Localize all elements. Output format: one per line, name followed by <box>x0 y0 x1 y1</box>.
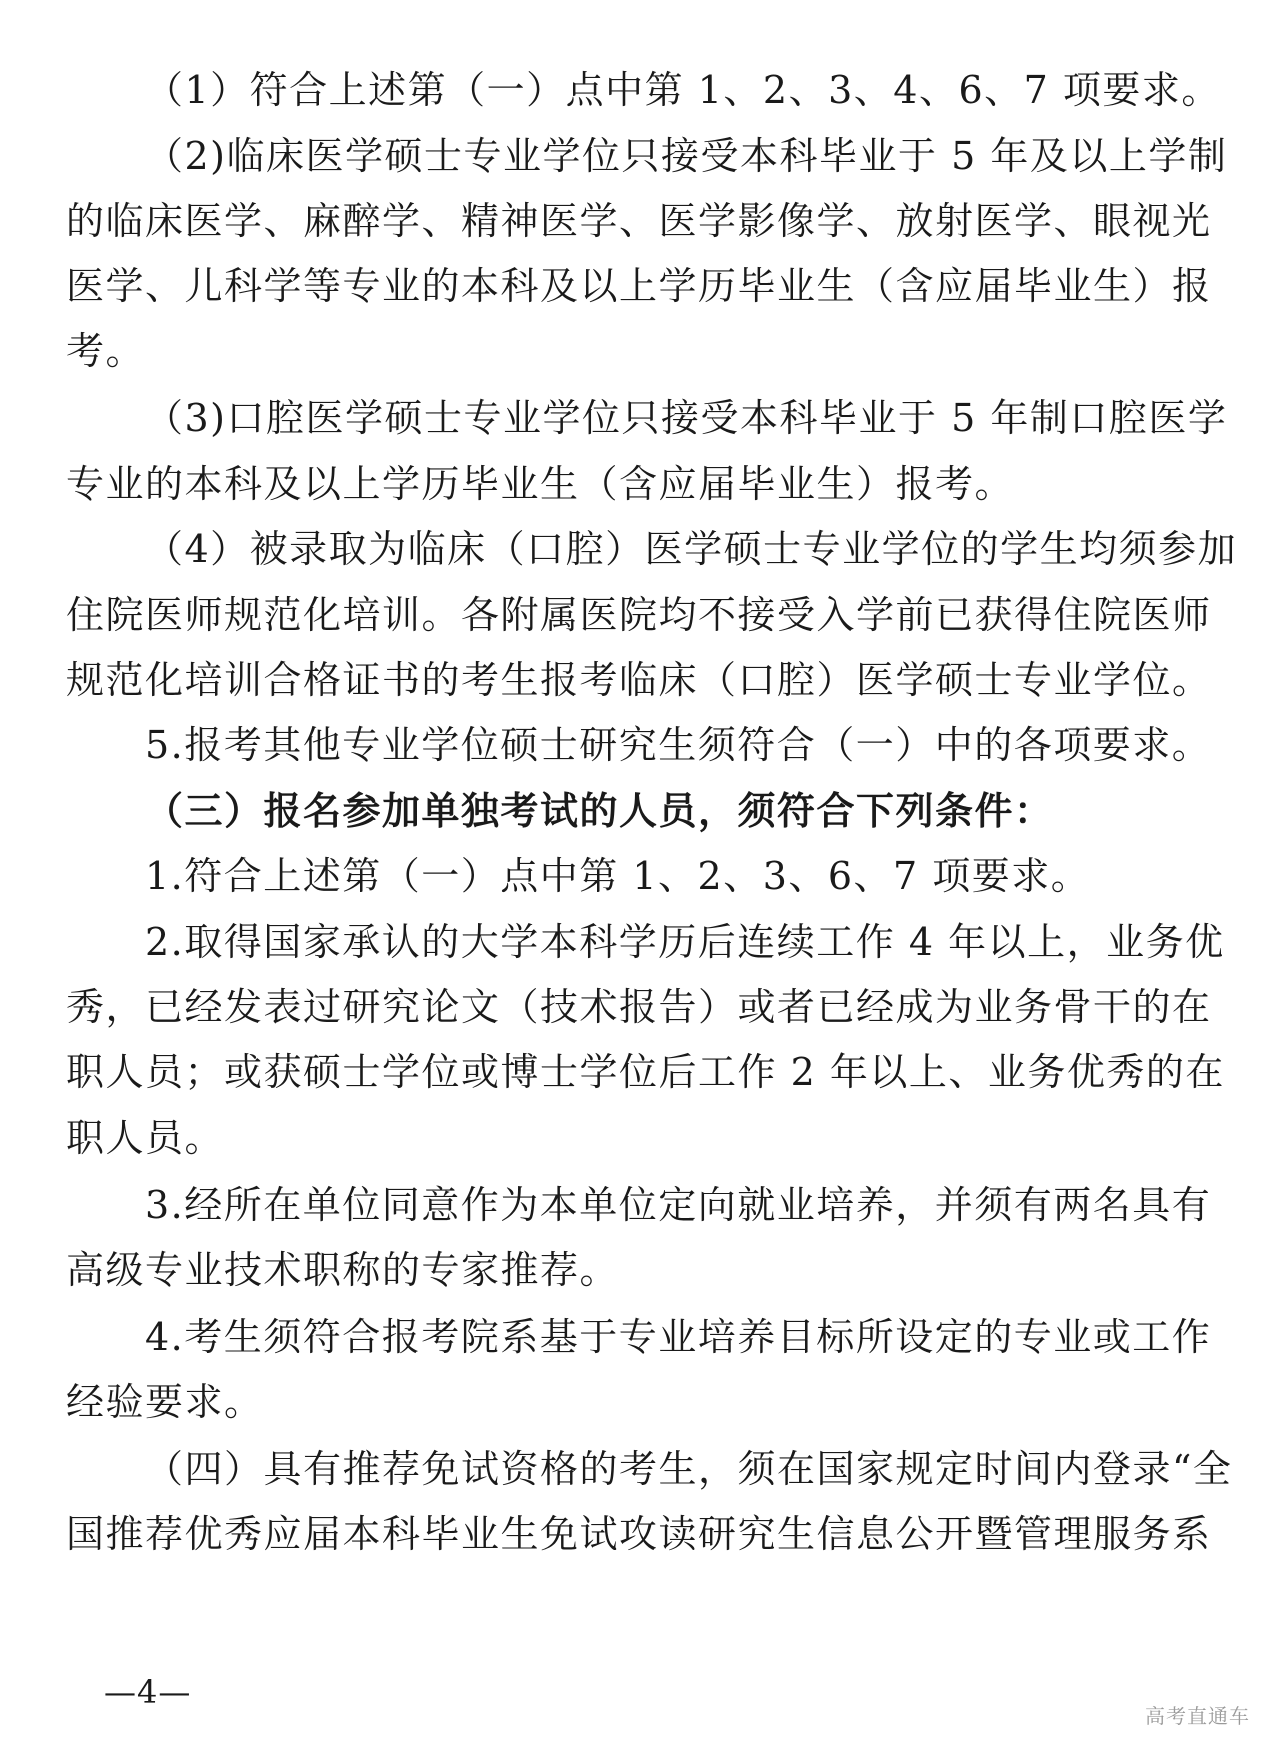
text-line: （4）被录取为临床（口腔）医学硕士专业学位的学生均须参加 <box>145 527 1238 571</box>
text-line: 医学、儿科学等专业的本科及以上学历毕业生（含应届毕业生）报 <box>66 264 1212 308</box>
text-line: 职人员。 <box>66 1116 225 1160</box>
text-line: 住院医师规范化培训。各附属医院均不接受入学前已获得住院医师 <box>66 593 1212 637</box>
text-line: 2.取得国家承认的大学本科学历后连续工作 4 年以上，业务优 <box>145 920 1225 964</box>
text-line: 规范化培训合格证书的考生报考临床（口腔）医学硕士专业学位。 <box>66 658 1212 702</box>
text-line: 国推荐优秀应届本科毕业生免试攻读研究生信息公开暨管理服务系 <box>66 1512 1212 1556</box>
text-line: 专业的本科及以上学历毕业生（含应届毕业生）报考。 <box>66 462 1015 506</box>
text-line: （1）符合上述第（一）点中第 1、2、3、4、6、7 项要求。 <box>145 68 1221 112</box>
text-line: 5.报考其他专业学位硕士研究生须符合（一）中的各项要求。 <box>145 723 1212 767</box>
section-heading: （三）报名参加单独考试的人员，须符合下列条件： <box>145 788 1054 833</box>
text-line: 秀，已经发表过研究论文（技术报告）或者已经成为业务骨干的在 <box>66 985 1212 1029</box>
text-line: 1.符合上述第（一）点中第 1、2、3、6、7 项要求。 <box>145 854 1091 898</box>
text-line: 的临床医学、麻醉学、精神医学、医学影像学、放射医学、眼视光 <box>66 199 1212 243</box>
text-line: （2)临床医学硕士专业学位只接受本科毕业于 5 年及以上学制 <box>145 134 1228 178</box>
text-line: 考。 <box>66 329 146 373</box>
text-line: 职人员；或获硕士学位或博士学位后工作 2 年以上、业务优秀的在 <box>66 1050 1225 1094</box>
text-line: （四）具有推荐免试资格的考生，须在国家规定时间内登录“全 <box>145 1447 1233 1491</box>
text-line: 4.考生须符合报考院系基于专业培养目标所设定的专业或工作 <box>145 1315 1212 1359</box>
text-line: 经验要求。 <box>66 1380 264 1424</box>
text-line: （3)口腔医学硕士专业学位只接受本科毕业于 5 年制口腔医学 <box>145 396 1228 440</box>
text-line: 3.经所在单位同意作为本单位定向就业培养，并须有两名具有 <box>145 1183 1212 1227</box>
page-number: —4— <box>104 1673 192 1711</box>
watermark: 高考直通车 <box>1145 1704 1250 1728</box>
text-line: 高级专业技术职称的专家推荐。 <box>66 1248 620 1292</box>
